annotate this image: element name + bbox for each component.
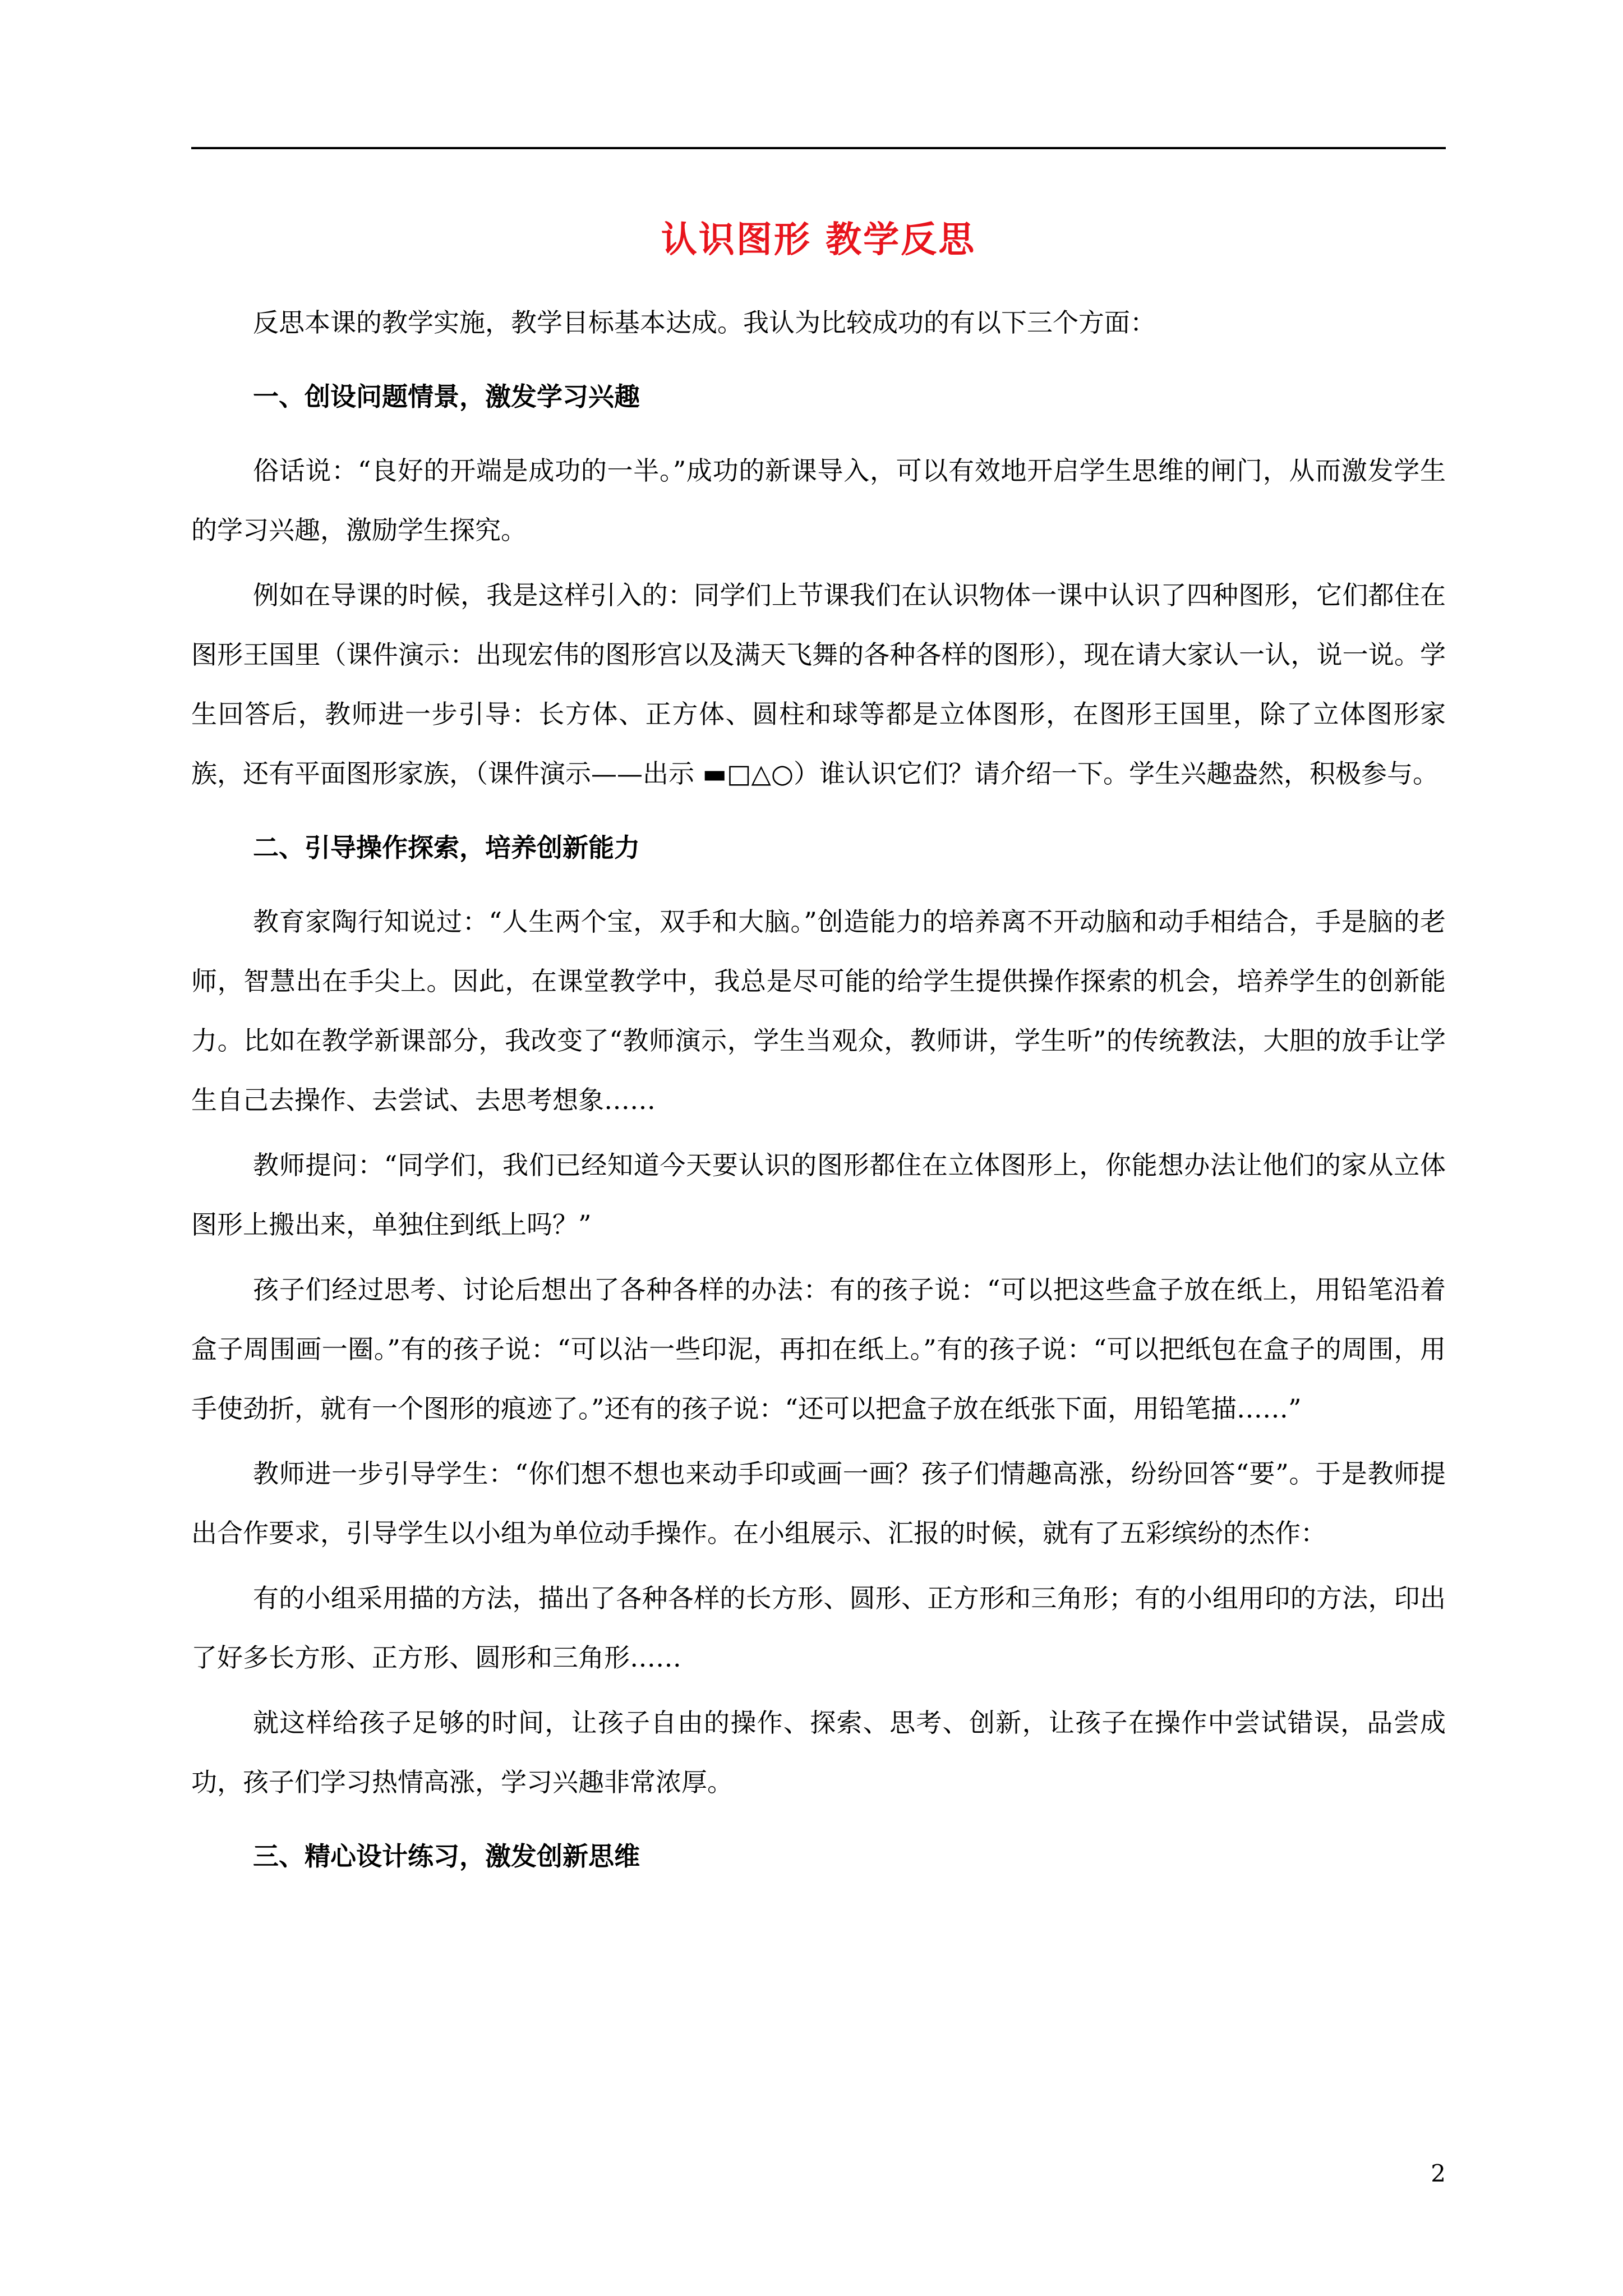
- intro-paragraph: 反思本课的教学实施，教学目标基本达成。我认为比较成功的有以下三个方面：: [253, 307, 1156, 338]
- section-2-paragraph-3: 孩子们经过思考、讨论后想出了各种各样的办法：有的孩子说：“可以把这些盒子放在纸上，用铅笔沿着盒子周围画一圈。”有的孩子说：“可以沾一些印泥，再扣在纸上。”有的孩子说：“可以把纸包在盒子的周围，用手使劲折，就有一个图形的痕迹了。”还有的孩子说：“还可以把盒子放在纸张下面，用铅笔描……”: [191, 1274, 1446, 1424]
- page-title: 认识图形 教学反思: [661, 219, 976, 261]
- page-number: 2: [1431, 2160, 1446, 2187]
- section-2-paragraph-2: 教师提问：“同学们，我们已经知道今天要认识的图形都住在立体图形上，你能想办法让他们的家从立体图形上搬出来，单独住到纸上吗？”: [191, 1150, 1446, 1240]
- section-2-paragraph-6: 就这样给孩子足够的时间，让孩子自由的操作、探索、思考、创新，让孩子在操作中尝试错误，品尝成功，孩子们学习热情高涨，学习兴趣非常浓厚。: [191, 1708, 1446, 1797]
- section-2-paragraph-5: 有的小组采用描的方法，描出了各种各样的长方形、圆形、正方形和三角形；有的小组用印的方法，印出了好多长方形、正方形、圆形和三角形……: [191, 1583, 1446, 1673]
- section-1-paragraph-2: 例如在导课的时候，我是这样引入的：同学们上节课我们在认识物体一课中认识了四种图形，它们都住在图形王国里（课件演示：出现宏伟的图形宫以及满天飞舞的各种各样的图形），现在请大家认一认，说一说。学生回答后，教师进一步引导：长方体、正方体、圆柱和球等都是立体图形，在图形王国里，除了立体图形家族，还有平面图形家族，（课件演示——出示 ▬□△○）谁认识它们？请介绍一下。学生兴趣盎然，积极参与。: [191, 580, 1446, 789]
- section-1-paragraph-1: 俗话说：“良好的开端是成功的一半。”成功的新课导入，可以有效地开启学生思维的闸门，从而激发学生的学习兴趣，激励学生探究。: [191, 455, 1446, 545]
- document-body: [191, 293, 1446, 1901]
- section-1-heading: 一、创设问题情景，激发学习兴趣: [253, 381, 640, 412]
- section-2-paragraph-1: 教育家陶行知说过：“人生两个宝，双手和大脑。”创造能力的培养离不开动脑和动手相结合，手是脑的老师，智慧出在手尖上。因此，在课堂教学中，我总是尽可能的给学生提供操作探索的机会，培养学生的创新能力。比如在教学新课部分，我改变了“教师演示，学生当观众，教师讲，学生听”的传统教法，大胆的放手让学生自己去操作、去尝试、去思考想象……: [191, 907, 1446, 1115]
- section-2-heading: 二、引导操作探索，培养创新能力: [253, 832, 640, 863]
- section-3-heading: 三、精心设计练习，激发创新思维: [253, 1841, 640, 1871]
- header-rule: [191, 147, 1446, 149]
- section-2-paragraph-4: 教师进一步引导学生：“你们想不想也来动手印或画一画？孩子们情趣高涨，纷纷回答“要”。于是教师提出合作要求，引导学生以小组为单位动手操作。在小组展示、汇报的时候，就有了五彩缤纷的杰作：: [191, 1458, 1446, 1548]
